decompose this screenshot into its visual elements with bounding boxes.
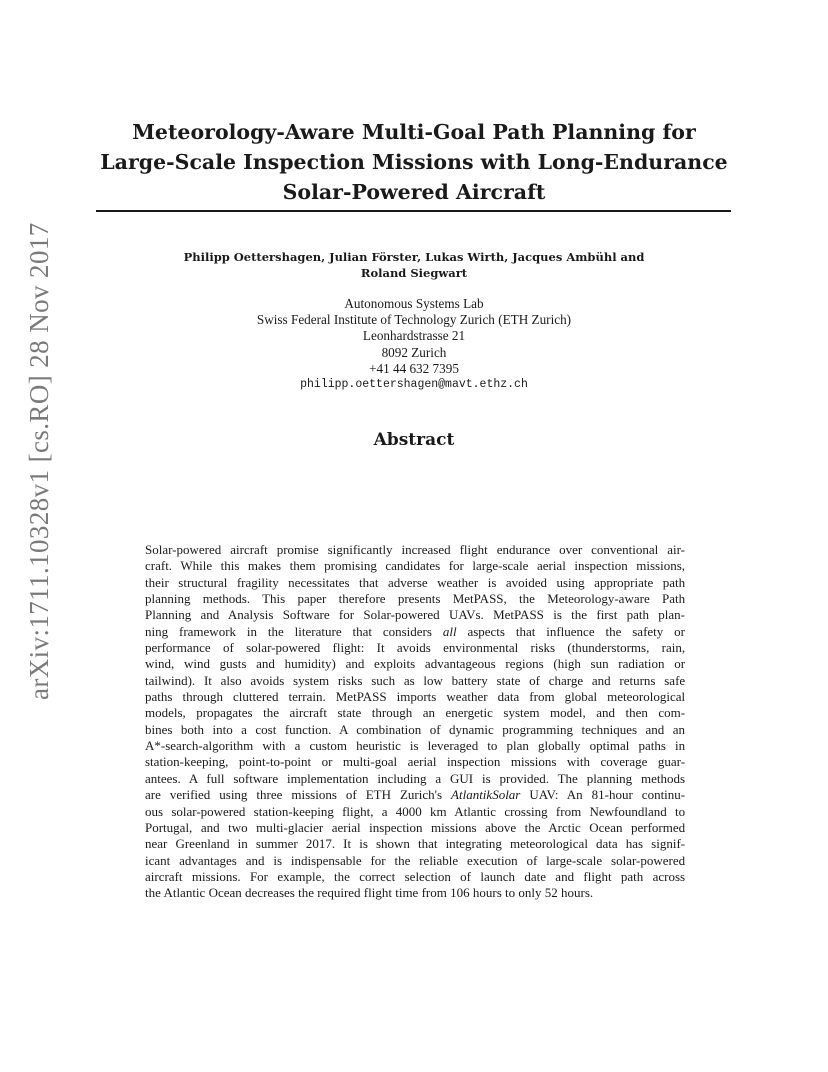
abstract-line: ous solar-powered station-keeping flight, a 4000 km Atlantic crossing from Newfoundland to bbox=[145, 803, 686, 819]
abstract-line: Portugal, and two multi-glacier aerial inspection missions above the Arctic Ocean performed bbox=[145, 819, 686, 835]
abstract-line: the Atlantic Ocean decreases the required flight time from 106 hours to only 52 hours. bbox=[145, 885, 594, 901]
affiliation-phone: +41 44 632 7395 bbox=[369, 360, 459, 376]
affiliation-city: 8092 Zurich bbox=[381, 344, 447, 360]
arxiv-identifier-stamp: arXiv:1711.10328v1 [cs.RO] 28 Nov 2017 bbox=[24, 222, 54, 700]
abstract-line: models, propagates the aircraft state through an energetic system model, and then com- bbox=[145, 705, 686, 721]
abstract-line: antees. A full software implementation including a GUI is provided. The planning methods bbox=[145, 770, 686, 786]
author-line: Roland Siegwart bbox=[360, 266, 468, 280]
abstract-line: paths through cluttered terrain. MetPASS imports weather data from global meteorological bbox=[145, 689, 686, 705]
abstract-line: their structural fragility necessitates that adverse weather is avoided using appropriate path bbox=[145, 574, 686, 590]
abstract-line: A*-search-algorithm with a custom heuristic is leveraged to plan globally optimal paths in bbox=[145, 738, 686, 754]
affiliation-institute: Swiss Federal Institute of Technology Zurich (ETH Zurich) bbox=[256, 312, 572, 328]
abstract-line: craft. While this makes them promising candidates for large-scale aerial inspection missions, bbox=[145, 558, 686, 574]
author-line: Philipp Oettershagen, Julian Förster, Lukas Wirth, Jacques Ambühl and bbox=[183, 250, 645, 264]
abstract-line: aircraft missions. For example, the correct selection of launch date and flight path across bbox=[145, 868, 686, 884]
abstract-line: near Greenland in summer 2017. It is shown that integrating meteorological data has signif- bbox=[145, 836, 686, 852]
abstract-heading: Abstract bbox=[373, 430, 455, 450]
abstract-line: station-keeping, point-to-point or multi-goal aerial inspection missions with coverage guar- bbox=[145, 754, 686, 770]
affiliation-email: philipp.oettershagen@mavt.ethz.ch bbox=[300, 378, 528, 392]
affiliation-street: Leonhardstrasse 21 bbox=[362, 328, 466, 344]
abstract-line: are verified using three missions of ETH Zurich's AtlantikSolar UAV: An 81-hour continu- bbox=[145, 787, 686, 803]
title-line: Large-Scale Inspection Missions with Long-Endurance bbox=[100, 150, 728, 174]
abstract-line: bines both into a cost function. A combination of dynamic programming techniques and an bbox=[145, 721, 686, 737]
title-divider bbox=[96, 210, 731, 212]
abstract-line: tailwind). It also avoids system risks such as low battery state of charge and returns safe bbox=[145, 672, 686, 688]
abstract-line: Planning and Analysis Software for Solar-powered UAVs. MetPASS is the first path plan- bbox=[145, 607, 686, 623]
abstract-line: icant advantages and is indispensable for the reliable execution of large-scale solar-powered bbox=[145, 852, 686, 868]
abstract-line: wind, wind gusts and humidity) and exploits advantageous regions (high sun radiation or bbox=[145, 656, 686, 672]
paper-title bbox=[96, 117, 732, 207]
author-list bbox=[130, 249, 698, 281]
title-line: Solar-Powered Aircraft bbox=[282, 180, 546, 204]
abstract-line: ning framework in the literature that considers all aspects that influence the safety or bbox=[145, 623, 686, 639]
abstract-line: Solar-powered aircraft promise significantly increased flight endurance over conventional air- bbox=[145, 542, 686, 557]
abstract-line: performance of solar-powered flight: It avoids environmental risks (thunderstorms, rain, bbox=[145, 640, 686, 656]
affiliation-block bbox=[180, 296, 648, 393]
title-line: Meteorology-Aware Multi-Goal Path Planning for bbox=[132, 120, 696, 144]
abstract-line: planning methods. This paper therefore presents MetPASS, the Meteorology-aware Path bbox=[145, 591, 686, 607]
affiliation-lab: Autonomous Systems Lab bbox=[344, 296, 484, 311]
abstract-body bbox=[145, 542, 685, 902]
